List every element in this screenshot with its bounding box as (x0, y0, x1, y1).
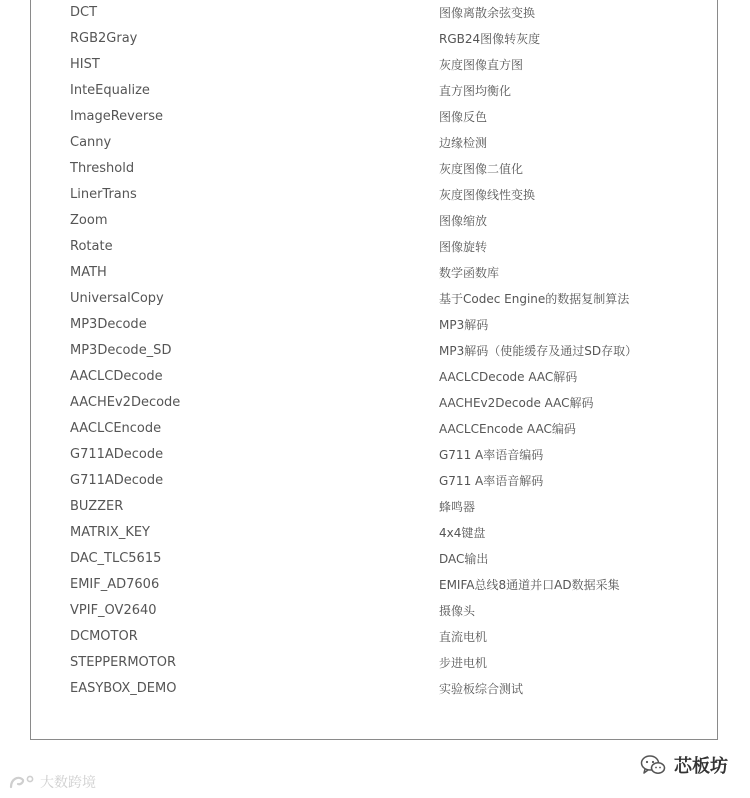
program-description: 灰度图像二值化 (439, 162, 524, 176)
program-description: G711 A率语音编码 (439, 448, 544, 462)
program-description: 4x4键盘 (439, 526, 486, 540)
program-description: 摄像头 (439, 604, 476, 618)
program-name: BUZZER (70, 499, 124, 514)
program-name: STEPPERMOTOR (70, 655, 176, 670)
wechat-icon (640, 754, 666, 776)
program-description: AACHEv2Decode AAC解码 (439, 396, 594, 410)
program-name: ImageReverse (70, 109, 163, 124)
watermark-logo-icon (8, 773, 36, 791)
table-row (0, 104, 750, 130)
program-name: MATH (70, 265, 107, 280)
table-row (0, 468, 750, 494)
table-row (0, 442, 750, 468)
program-name: MP3Decode_SD (70, 343, 172, 358)
table-row (0, 130, 750, 156)
program-name: MP3Decode (70, 317, 147, 332)
program-description: 数学函数库 (439, 266, 500, 280)
program-name: Rotate (70, 239, 113, 254)
table-row (0, 208, 750, 234)
program-description: G711 A率语音解码 (439, 474, 544, 488)
program-description: 图像旋转 (439, 240, 488, 254)
table-row (0, 182, 750, 208)
program-description: 图像离散余弦变换 (439, 6, 536, 20)
watermark-left (8, 772, 96, 792)
program-description: 实验板综合测试 (439, 682, 524, 696)
program-name: DAC_TLC5615 (70, 551, 162, 566)
program-name: VPIF_OV2640 (70, 603, 157, 618)
watermark-right-text: 芯板坊 (674, 756, 728, 777)
program-description: 灰度图像直方图 (439, 58, 524, 72)
table-row (0, 598, 750, 624)
program-description: 灰度图像线性变换 (439, 188, 536, 202)
table-row (0, 624, 750, 650)
table-row (0, 572, 750, 598)
program-name: AACLCEncode (70, 421, 162, 436)
table-row (0, 546, 750, 572)
program-name: LinerTrans (70, 187, 137, 202)
program-name: DCMOTOR (70, 629, 138, 644)
table-row (0, 390, 750, 416)
table-row (0, 78, 750, 104)
program-name: EASYBOX_DEMO (70, 681, 177, 696)
program-description: DAC输出 (439, 552, 489, 566)
program-description: 边缘检测 (439, 136, 488, 150)
program-description: RGB24图像转灰度 (439, 32, 541, 46)
watermark-right (640, 752, 728, 778)
table-row (0, 260, 750, 286)
program-name: AACLCDecode (70, 369, 163, 384)
program-name: AACHEv2Decode (70, 395, 181, 410)
program-description: MP3解码（使能缓存及通过SD存取） (439, 344, 638, 358)
program-description: 步进电机 (439, 656, 488, 670)
program-description: AACLCEncode AAC编码 (439, 422, 576, 436)
program-description: EMIFA总线8通道并口AD数据采集 (439, 578, 620, 592)
program-description: 蜂鸣器 (439, 500, 476, 514)
program-name: G711ADecode (70, 473, 164, 488)
program-name: Canny (70, 135, 112, 150)
program-name: HIST (70, 57, 100, 72)
table-row (0, 312, 750, 338)
program-name: MATRIX_KEY (70, 525, 150, 540)
watermark-left-text: 大数跨境 (40, 775, 96, 791)
table-row (0, 494, 750, 520)
program-description: 图像缩放 (439, 214, 488, 228)
table-row (0, 650, 750, 676)
program-description: AACLCDecode AAC解码 (439, 370, 578, 384)
table-row (0, 52, 750, 78)
program-name: Threshold (70, 161, 135, 176)
program-description: 基于Codec Engine的数据复制算法 (439, 292, 630, 306)
table-row (0, 234, 750, 260)
program-description: MP3解码 (439, 318, 489, 332)
program-name: RGB2Gray (70, 31, 138, 46)
program-name: InteEqualize (70, 83, 150, 98)
table-row (0, 286, 750, 312)
program-name: G711ADecode (70, 447, 164, 462)
program-name: EMIF_AD7606 (70, 577, 160, 592)
table-row (0, 676, 750, 702)
table-row (0, 0, 750, 26)
program-description: 图像反色 (439, 110, 488, 124)
program-description: 直方图均衡化 (439, 84, 512, 98)
table-row (0, 520, 750, 546)
program-name: Zoom (70, 213, 108, 228)
program-description: 直流电机 (439, 630, 488, 644)
table-row (0, 338, 750, 364)
program-name: DCT (70, 5, 98, 20)
table-row (0, 26, 750, 52)
table-row (0, 156, 750, 182)
program-name: UniversalCopy (70, 291, 164, 306)
table-row (0, 364, 750, 390)
table-row (0, 416, 750, 442)
